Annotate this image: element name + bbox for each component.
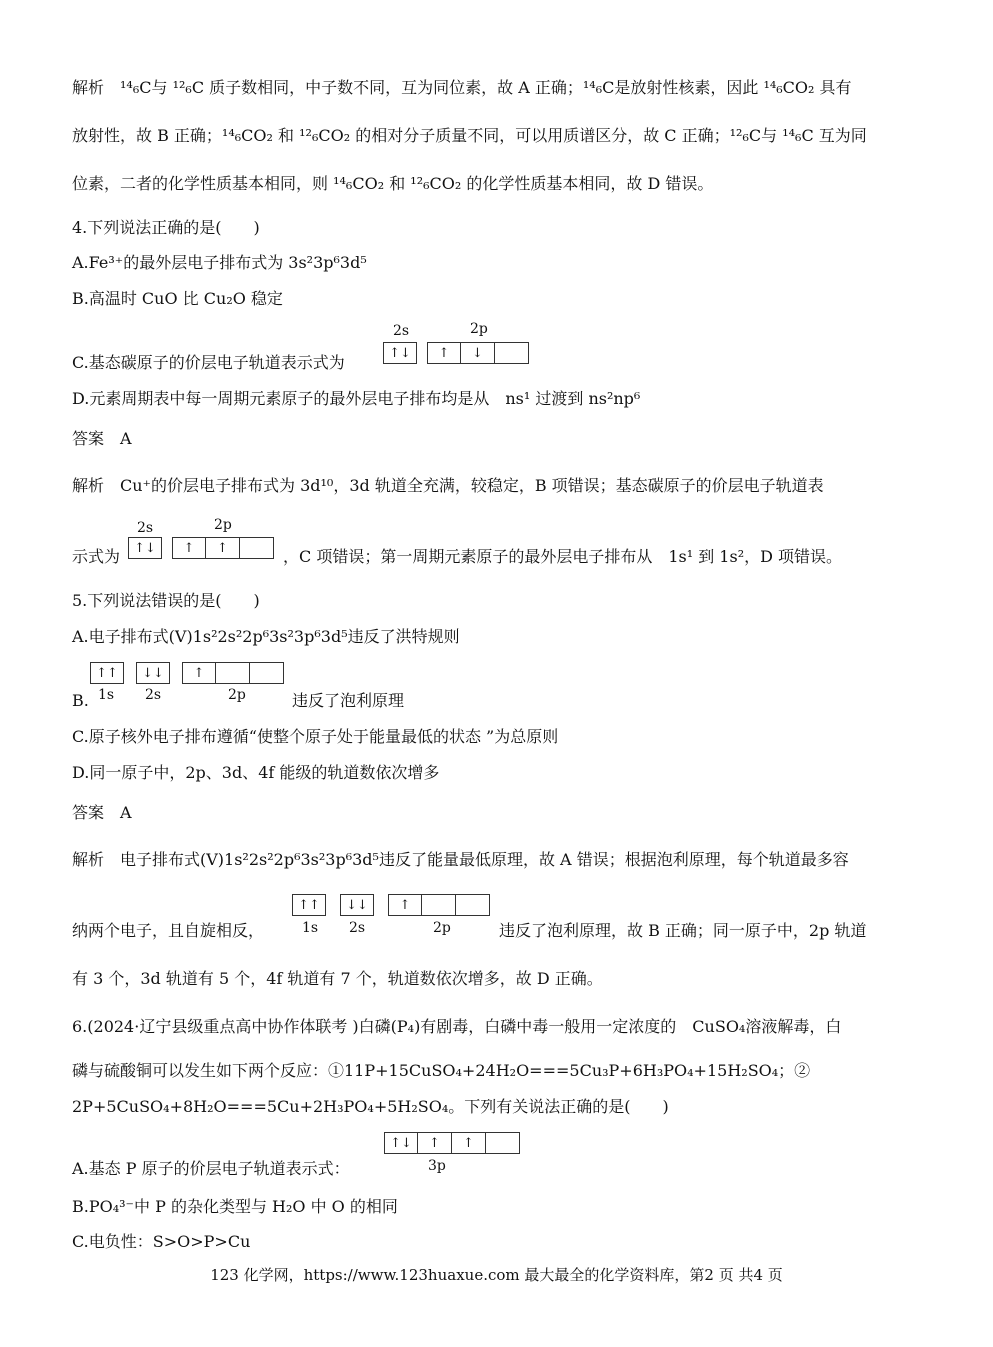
- orbital-box: ↑: [388, 894, 422, 916]
- q6-a-label-3p: 3p: [428, 1158, 446, 1174]
- q5-option-a: A.电子排布式(V)1s²2s²2p⁶3s²3p⁶3d⁵违反了洪特规则: [72, 627, 460, 646]
- q5-stem: 5.下列说法错误的是( ): [72, 591, 260, 610]
- q6-option-c: C.电负性：S>O>P>Cu: [72, 1232, 251, 1251]
- q4-option-b: B.高温时 CuO 比 Cu₂O 稳定: [72, 289, 283, 308]
- q5-analysis-label-2s: 2s: [349, 920, 366, 936]
- q4-option-d: D.元素周期表中每一周期元素原子的最外层电子排布均是从 ns¹ 过渡到 ns²np⁶: [72, 389, 641, 408]
- q4-c-label-2s: 2s: [393, 323, 410, 339]
- orbital-box: [250, 662, 284, 684]
- q5-analysis-label-1s: 1s: [302, 920, 319, 936]
- orbital-box: ↓: [461, 342, 495, 364]
- q5-answer: 答案 A: [72, 803, 132, 822]
- q4-analysis-label-2p: 2p: [214, 517, 232, 533]
- q5-analysis-orbital-diagram: [292, 894, 496, 916]
- orbital-box: [486, 1132, 520, 1154]
- q4-option-c: C.基态碳原子的价层电子轨道表示式为: [72, 353, 345, 372]
- q5-analysis-label-2p: 2p: [433, 920, 451, 936]
- orbital-box: [216, 662, 250, 684]
- orbital-box: ↑: [206, 537, 240, 559]
- orbital-box: ↑↑: [292, 894, 326, 916]
- orbital-box: [456, 894, 490, 916]
- q5-analysis-line1: 解析 电子排布式(V)1s²2s²2p⁶3s²3p⁶3d⁵违反了能量最低原理，故 A 错误；根据泡利原理，每个轨道最多容: [72, 850, 849, 869]
- q3-analysis-line1: 解析 ¹⁴₆C与 ¹²₆C 质子数相同，中子数不同，互为同位素，故 A 正确；¹⁴₆C是放射性核素，因此 ¹⁴₆CO₂ 具有: [72, 78, 852, 97]
- q6-a-orbital-diagram: [384, 1132, 520, 1154]
- orbital-box: ↓↓: [340, 894, 374, 916]
- orbital-box: ↑: [182, 662, 216, 684]
- orbital-box: ↑: [452, 1132, 486, 1154]
- q3-analysis-line3: 位素，二者的化学性质基本相同，则 ¹⁴₆CO₂ 和 ¹²₆CO₂ 的化学性质基本相同，故 D 错误。: [72, 174, 714, 193]
- q5-b-orbital-diagram: [90, 662, 290, 684]
- q4-analysis-orbital-diagram: [128, 537, 280, 559]
- q4-analysis-line1: 解析 Cu⁺的价层电子排布式为 3d¹⁰，3d 轨道全充满，较稳定，B 项错误；基态碳原子的价层电子轨道表: [72, 476, 824, 495]
- q5-b-label-2p: 2p: [228, 687, 246, 703]
- q4-analysis-line2a: 示式为: [72, 547, 121, 566]
- orbital-box: ↓↓: [136, 662, 170, 684]
- q5-b-label-2s: 2s: [145, 687, 162, 703]
- q4-c-orbital-diagram: [383, 342, 535, 364]
- q4-stem: 4.下列说法正确的是( ): [72, 218, 260, 237]
- q6-stem-line3: 2P+5CuSO₄+8H₂O===5Cu+2H₃PO₄+5H₂SO₄。下列有关说法正确的是( ): [72, 1097, 669, 1116]
- q6-option-b: B.PO₄³⁻中 P 的杂化类型与 H₂O 中 O 的相同: [72, 1197, 398, 1216]
- q5-analysis-line2b: 违反了泡利原理，故 B 正确；同一原子中，2p 轨道: [499, 921, 867, 940]
- orbital-box: [422, 894, 456, 916]
- q4-option-a: A.Fe³⁺的最外层电子排布式为 3s²3p⁶3d⁵: [72, 253, 367, 272]
- q5-option-b-suffix: 违反了泡利原理: [292, 691, 405, 710]
- orbital-box: ↑: [172, 537, 206, 559]
- q6-stem-line2: 磷与硫酸铜可以发生如下两个反应：①11P+15CuSO₄+24H₂O===5Cu₃P+6H₃PO₄+15H₂SO₄；②: [72, 1061, 811, 1080]
- q5-option-d: D.同一原子中，2p、3d、4f 能级的轨道数依次增多: [72, 763, 440, 782]
- q4-answer: 答案 A: [72, 429, 132, 448]
- q5-analysis-line2a: 纳两个电子，且自旋相反，: [72, 921, 265, 940]
- q6-stem-line1: 6.(2024·辽宁县级重点高中协作体联考 )白磷(P₄)有剧毒，白磷中毒一般用一定浓度的 CuSO₄溶液解毒，白: [72, 1017, 842, 1036]
- orbital-box: [240, 537, 274, 559]
- orbital-box: ↑↓: [128, 537, 162, 559]
- orbital-box: [495, 342, 529, 364]
- orbital-box: ↑: [418, 1132, 452, 1154]
- q4-c-label-2p: 2p: [470, 321, 488, 337]
- q6-option-a: A.基态 P 原子的价层电子轨道表示式：: [72, 1159, 350, 1178]
- q5-option-c: C.原子核外电子排布遵循“使整个原子处于能量最低的状态 ”为总原则: [72, 727, 559, 746]
- orbital-box: ↑: [427, 342, 461, 364]
- q4-analysis-line2b: ，C 项错误；第一周期元素原子的最外层电子排布从 1s¹ 到 1s²，D 项错误。: [283, 547, 843, 566]
- page-footer: 123 化学网，https://www.123huaxue.com 最大最全的化学资料库，第2 页 共4 页: [210, 1266, 783, 1284]
- q5-analysis-line3: 有 3 个，3d 轨道有 5 个，4f 轨道有 7 个，轨道数依次增多，故 D 正确。: [72, 969, 603, 988]
- q4-analysis-label-2s: 2s: [137, 520, 154, 536]
- orbital-box: ↑↑: [90, 662, 124, 684]
- q5-option-b-prefix: B.: [72, 691, 89, 710]
- q5-b-label-1s: 1s: [98, 687, 115, 703]
- q3-analysis-line2: 放射性，故 B 正确；¹⁴₆CO₂ 和 ¹²₆CO₂ 的相对分子质量不同，可以用质谱区分，故 C 正确；¹²₆C与 ¹⁴₆C 互为同: [72, 126, 867, 145]
- orbital-box: ↑↓: [383, 342, 417, 364]
- orbital-box: ↑↓: [384, 1132, 418, 1154]
